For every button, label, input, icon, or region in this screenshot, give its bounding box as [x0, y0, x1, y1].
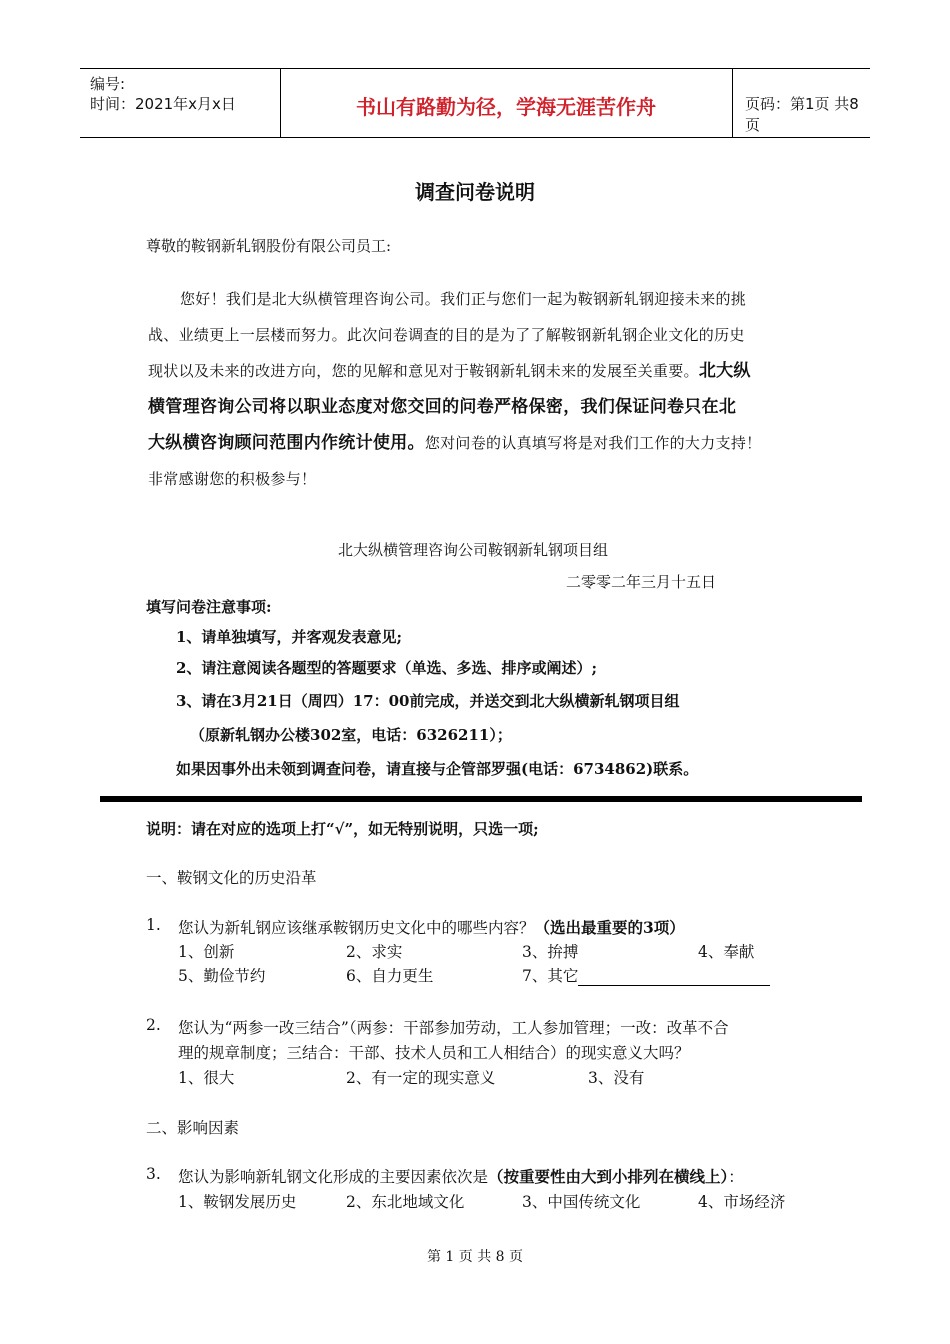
q1-text: [178, 916, 685, 938]
greeting: 尊敬的鞍钢新轧钢股份有限公司员工:: [146, 237, 392, 255]
number-label: 编号:: [90, 75, 126, 93]
time-label: 时间：2021年x月x日: [90, 95, 236, 113]
q2-option-1[interactable]: 1、很大: [178, 1069, 235, 1087]
q1-option-5[interactable]: 5、勤俭节约: [178, 967, 266, 985]
page-code: 页码：第1页 共8页: [745, 95, 859, 134]
q3-option-3[interactable]: 3、中国传统文化: [522, 1193, 641, 1211]
notes-item-3-continued: （原新轧钢办公楼302室，电话：6326211）；: [190, 726, 512, 744]
q2-line-1: 您认为“两参一改三结合”（两参：干部参加劳动，工人参加管理；一改：改革不合: [178, 1019, 729, 1037]
q3-option-4[interactable]: 4、市场经济: [698, 1193, 786, 1211]
q3-requirement: （按重要性由大到小排列在横线上）: [488, 1167, 729, 1186]
q1-other-blank[interactable]: [578, 969, 770, 986]
page-header: [80, 68, 870, 138]
signature-date: 二零零二年三月十五日: [566, 573, 717, 591]
q1-requirement: （选出最重要的3项）: [534, 918, 685, 937]
header-motto-cell: [280, 69, 733, 137]
intro-line-5-bold: 大纵横咨询顾问范围内作统计使用。: [148, 433, 425, 453]
q3-question: 您认为影响新轧钢文化形成的主要因素依次是: [178, 1168, 489, 1186]
document-title: 调查问卷说明: [415, 180, 535, 204]
intro-line-5-normal: 您对问卷的认真填写将是对我们工作的大力支持！: [424, 434, 762, 452]
q2-number: 2.: [146, 1016, 161, 1034]
q1-option-7[interactable]: [522, 964, 770, 986]
q1-number: 1.: [146, 916, 161, 934]
intro-paragraph: [148, 281, 828, 497]
q1-option-3[interactable]: 3、拚搏: [522, 943, 579, 961]
q3-number: 3.: [146, 1165, 161, 1183]
instruction: 说明：请在对应的选项上打“√”，如无特别说明，只选一项;: [146, 820, 539, 838]
intro-line-5: [148, 425, 828, 461]
q1-option-1[interactable]: 1、创新: [178, 943, 235, 961]
q3-option-1[interactable]: 1、鞍钢发展历史: [178, 1193, 297, 1211]
intro-line-3-bold: 北大纵: [698, 361, 751, 381]
notes-item-3: 3、请在3月21日（周四）17：00前完成，并送交到北大纵横新轧钢项目组: [176, 692, 680, 710]
notes-heading: 填写问卷注意事项:: [146, 598, 272, 616]
q1-option-7-label: 7、其它: [522, 967, 579, 985]
notes-contact: 如果因事外出未领到调查问卷，请直接与企管部罗强(电话：6734862)联系。: [176, 760, 699, 778]
q2-option-3[interactable]: 3、没有: [588, 1069, 645, 1087]
intro-line-2: 战、业绩更上一层楼而努力。此次问卷调查的目的是为了了解鞍钢新轧钢企业文化的历史: [148, 326, 745, 344]
q3-text: [178, 1165, 744, 1187]
intro-line-3-normal: 现状以及未来的改进方向，您的见解和意见对于鞍钢新轧钢未来的发展至关重要。: [148, 362, 699, 380]
q3-option-2[interactable]: 2、东北地域文化: [346, 1193, 465, 1211]
notes-item-2: 2、请注意阅读各题型的答题要求（单选、多选、排序或阐述）;: [176, 659, 597, 677]
page-footer: 第 1 页 共 8 页: [426, 1249, 524, 1265]
q1-question: 您认为新轧钢应该继承鞍钢历史文化中的哪些内容？: [178, 919, 535, 937]
intro-line-1: 您好！我们是北大纵横管理咨询公司。我们正与您们一起为鞍钢新轧钢迎接未来的挑: [180, 290, 747, 308]
q1-option-6[interactable]: 6、自力更生: [346, 967, 434, 985]
header-meta-cell: [80, 69, 281, 137]
intro-line-6: 非常感谢您的积极参与！: [148, 470, 317, 488]
intro-line-4: 横管理咨询公司将以职业态度对您交回的问卷严格保密，我们保证问卷只在北: [148, 397, 737, 417]
notes-item-1: 1、请单独填写，并客观发表意见;: [176, 628, 402, 646]
intro-line-3: [148, 353, 828, 389]
q2-option-2[interactable]: 2、有一定的现实意义: [346, 1069, 496, 1087]
q1-option-2[interactable]: 2、求实: [346, 943, 403, 961]
motto-text: 书山有路勤为径，学海无涯苦作舟: [356, 95, 656, 119]
q1-option-4[interactable]: 4、奉献: [698, 943, 755, 961]
section-1-title: 一、鞍钢文化的历史沿革: [146, 869, 317, 887]
signature-org: 北大纵横管理咨询公司鞍钢新轧钢项目组: [338, 541, 609, 559]
section-2-title: 二、影响因素: [146, 1119, 240, 1137]
header-page-cell: [733, 69, 870, 137]
divider-rule: [100, 796, 862, 802]
q3-tail: ：: [728, 1168, 744, 1186]
q2-line-2: 理的规章制度；三结合：干部、技术人员和工人相结合）的现实意义大吗？: [178, 1044, 690, 1062]
